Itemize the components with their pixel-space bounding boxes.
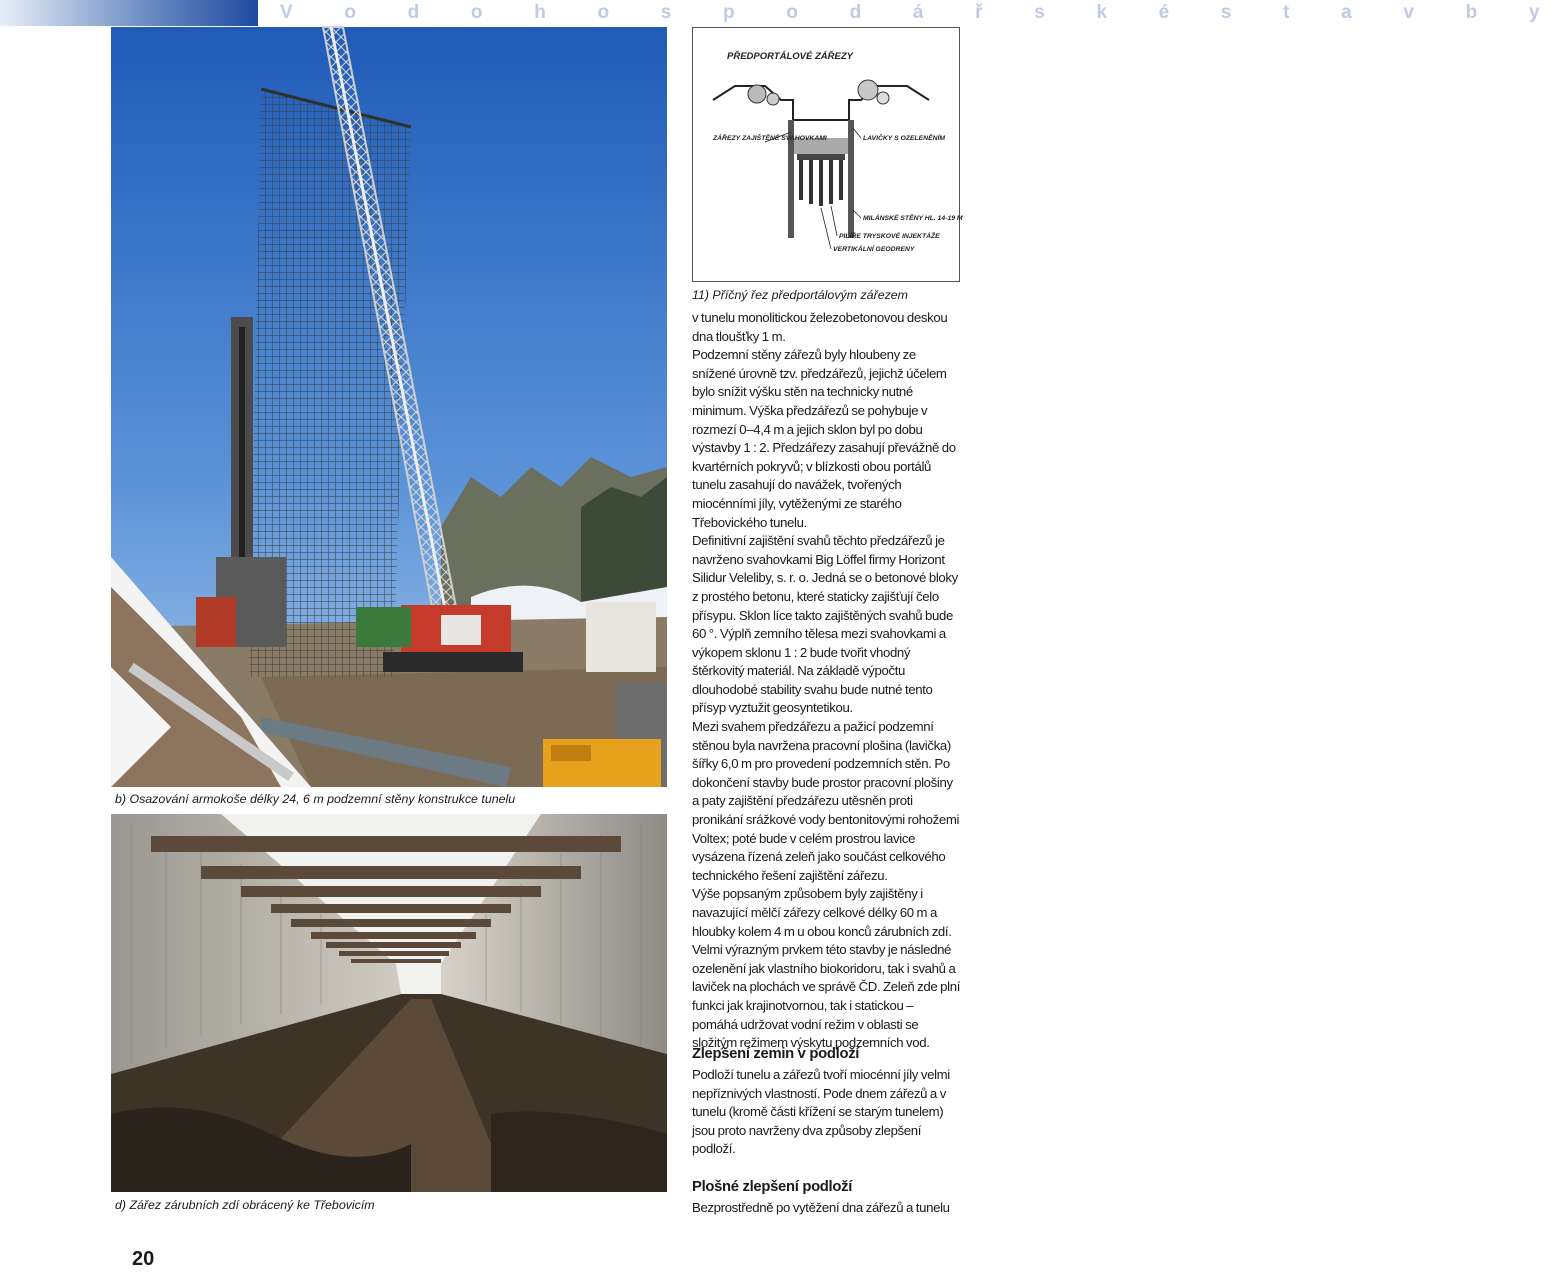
cross-section-diagram — [692, 27, 963, 282]
label-vertical-drains: VERTIKÁLNÍ GEODRENY — [833, 246, 915, 253]
section-heading-soil-improvement: Zlepšení zemin v podloží — [692, 1046, 860, 1062]
paragraph: Definitivní zajištění svahů těchto předzářezů je navrženo svahovkami Big Löffel firmy Horizont Silidur Veleliby, s. r. o. Jedná se o betonové bloky z prostého betonu, které staticky zajišťují čelo přísypu. Sklon líce takto zajištěných svahů bude 60 °. Výplň zemního tělesa mezi svahovkami a výkopem sklonu 1 : 2 bude tvořit vhodný štěrkovitý materiál. Na základě výpočtu dlouhodobé stability svahu bude nutné tento přísyp vyztužit geosyntetikou. — [692, 533, 958, 716]
section-heading-surface-improvement: Plošné zlepšení podloží — [692, 1179, 852, 1195]
paragraph: Výše popsaným způsobem byly zajištěny i navazující mělčí zářezy celkové délky 60 m a hloubky kolem 4 m u obou konců zárubních zdí. Velmi výrazným prvkem této stavby je následné ozelenění jak vlastního biokoridoru, tak i svahů a laviček na plochách ve správě ČD. Zeleň zde plní funkci jak krajinotvornou, tak i statickou – pomáhá udržovat vodní režim v oblasti se složitým režimem výskytu podzemních vod. — [692, 886, 961, 1051]
photo-retaining-wall-cut — [111, 814, 667, 1192]
photo-d-caption: d) Zářez zárubních zdí obrácený ke Třebovicím — [115, 1198, 375, 1212]
paragraph: Bezprostředně po vytěžení dna zářezů a tunelu — [692, 1200, 950, 1215]
label-benches: LAVIČKY S OZELENĚNÍM — [863, 135, 946, 142]
header-gradient-bar — [0, 0, 258, 26]
label-diaphragm-walls: MILÁNSKÉ STĚNY HL. 14-19 M — [863, 215, 963, 222]
article-column-2 — [692, 1066, 960, 1159]
header-title: V o d o h o s p o d á ř s k é s t a v b y — [280, 2, 1563, 23]
label-jet-grouting: PILÍŘE TRYSKOVÉ INJEKTÁŽE — [839, 233, 940, 240]
paragraph: Mezi svahem předzářezu a pažicí podzemní stěnou byla navržena pracovní plošina (lavička) šířky 6,0 m pro provedení podzemních stěn. Po dokončení stavby bude prostor pracovní plošiny a paty zajištění předzářezu utěsněn proti pronikání srážkové vody bentonitovými rohožemi Voltex; poté bude v celém prostrou lavice vysázena řízená zeleň jako součást celkového technického řešení zajištění zářezu. — [692, 719, 960, 883]
diagram-caption: 11) Příčný řez předportálovým zářezem — [692, 288, 908, 302]
tree-icon — [748, 80, 889, 105]
photo-b-caption: b) Osazování armokoše délky 24, 6 m podzemní stěny konstrukce tunelu — [115, 792, 516, 806]
article-column-3 — [692, 1199, 960, 1218]
diagram-title: PŘEDPORTÁLOVÉ ZÁŘEZY — [727, 51, 853, 62]
paragraph: v tunelu monolitickou železobetonovou deskou dna tloušťky 1 m. — [692, 310, 948, 344]
label-slope-cuts: ZÁŘEZY ZAJIŠTĚNÉ SVAHOVKAMI — [713, 135, 827, 142]
paragraph: Podzemní stěny zářezů byly hloubeny ze snížené úrovně tzv. předzářezů, jejichž účelem bylo snížit výšku stěn na technicky nutné minimum. Výška předzářezů se pohybuje v rozmezí 0–4,4 m a jejich sklon byl po dobu výstavby 1 : 2. Předzářezy zasahují převážně do kvartérních pokryvů; v blízkosti obou portálů tunelu zasahují do navážek, tvořených miocénními jíly, vytěženými ze starého Třebovického tunelu. — [692, 347, 956, 530]
article-column — [692, 309, 960, 1053]
photo-rebar-cage-installation — [111, 27, 667, 787]
page-number: 20 — [132, 1248, 155, 1270]
paragraph: Podloží tunelu a zářezů tvoří miocénní jíly velmi nepříznivých vlastností. Pode dnem zářezů a v tunelu (kromě části křížení se starým tunelem) jsou proto navrženy dva způsoby zlepšení podloží. — [692, 1067, 950, 1157]
